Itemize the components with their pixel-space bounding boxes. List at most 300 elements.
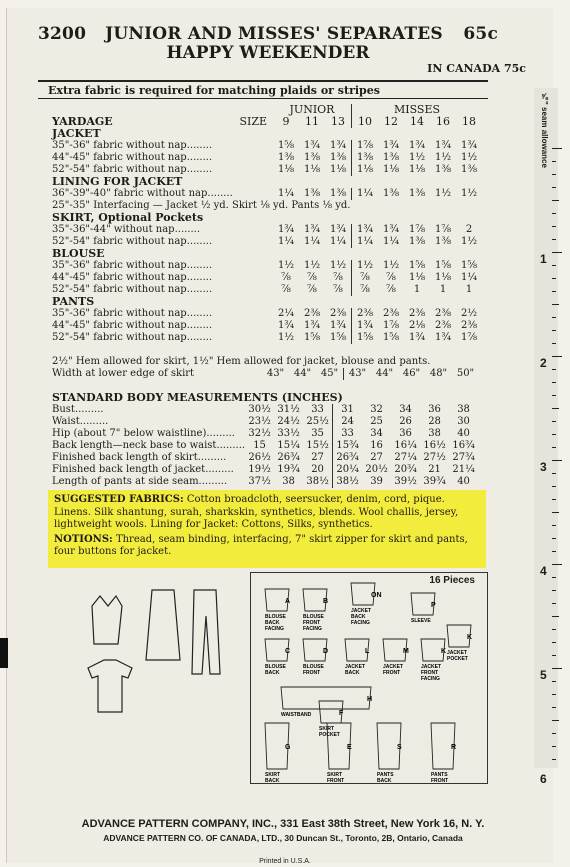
yardage-row bbox=[52, 284, 482, 296]
yardage-value: 1½ bbox=[408, 152, 426, 163]
pattern-piece-name: BLOUSE bbox=[303, 664, 324, 670]
pattern-piece-name: BACK bbox=[265, 778, 280, 783]
yardage-value: 1 bbox=[413, 284, 421, 295]
ruler-tick bbox=[552, 291, 556, 292]
size-13: 13 bbox=[331, 115, 345, 128]
measurement-value: 33 bbox=[311, 404, 324, 415]
measurement-row bbox=[52, 416, 478, 428]
size-16: 16 bbox=[436, 115, 450, 128]
ruler-tick bbox=[552, 174, 556, 175]
ruler-tick bbox=[552, 317, 556, 318]
yardage-value: 2⅜ bbox=[434, 320, 452, 331]
measurement-value: 26¾ bbox=[277, 452, 300, 463]
yardage-row bbox=[52, 332, 482, 344]
pattern-piece-name: FRONT bbox=[431, 778, 449, 783]
ruler-tick bbox=[552, 759, 556, 760]
size-11: 11 bbox=[305, 115, 319, 128]
yardage-value: 1¾ bbox=[277, 320, 295, 331]
measurement-value: 30 bbox=[457, 416, 470, 427]
measurement-value: 40 bbox=[457, 476, 470, 487]
yardage-row bbox=[52, 260, 482, 272]
pattern-piece-letter: E bbox=[347, 744, 352, 751]
measurement-value: 16 bbox=[370, 440, 383, 451]
ruler-tick bbox=[552, 655, 556, 656]
pattern-piece-name: SKIRT bbox=[265, 772, 280, 778]
measurement-value: 31½ bbox=[277, 404, 300, 415]
yardage-value: 1⅝ bbox=[408, 260, 426, 271]
junior-heading: JUNIOR bbox=[289, 103, 335, 116]
pattern-piece-name: WAISTBAND bbox=[281, 712, 312, 718]
pattern-piece-name: BLOUSE bbox=[265, 664, 286, 670]
ruler-tick bbox=[552, 382, 556, 383]
size-10: 10 bbox=[352, 116, 379, 128]
price: 65c bbox=[463, 24, 498, 44]
pattern-piece bbox=[447, 625, 472, 662]
ruler-tick bbox=[552, 356, 562, 357]
ruler-number: 3 bbox=[540, 460, 547, 474]
yardage-value: 1¾ bbox=[303, 140, 321, 151]
yardage-value: 1½ bbox=[460, 236, 478, 247]
ruler-tick bbox=[552, 278, 556, 279]
edge-tab-mark bbox=[0, 638, 8, 668]
measurement-value: 33½ bbox=[277, 428, 300, 439]
skirt-sketch bbox=[146, 590, 180, 660]
yardage-value: 2¼ bbox=[277, 308, 295, 319]
extra-fabric-note: Extra fabric is required for matching plaids or stripes bbox=[48, 84, 380, 97]
width-row bbox=[52, 368, 482, 380]
yardage-value: 1¾ bbox=[408, 140, 426, 151]
ruler-tick bbox=[552, 603, 556, 604]
pattern-piece bbox=[345, 639, 370, 676]
ruler-tick bbox=[552, 564, 562, 565]
yardage-value: 1¾ bbox=[352, 224, 379, 236]
yardage-value: ⅞ bbox=[281, 284, 291, 295]
section-heading: JACKET bbox=[52, 127, 101, 140]
measurement-value: 31 bbox=[333, 404, 363, 416]
yardage-value: 1⅜ bbox=[277, 152, 295, 163]
fabric-desc: 52"-54" fabric without nap........ bbox=[52, 236, 213, 247]
ruler-tick bbox=[552, 720, 559, 721]
ruler-tick bbox=[552, 239, 556, 240]
yardage-row bbox=[52, 320, 482, 332]
measurement-value: 27 bbox=[370, 452, 383, 463]
measurement-value: 20½ bbox=[365, 464, 388, 475]
yardage-value: 1⅛ bbox=[303, 164, 321, 175]
measurements-heading: STANDARD BODY MEASUREMENTS (INCHES) bbox=[52, 391, 343, 404]
measurement-label: Finished back length of jacket......... bbox=[52, 464, 234, 475]
canada-price: IN CANADA 75c bbox=[427, 62, 526, 75]
yardage-value: 1⅜ bbox=[382, 188, 400, 199]
measurement-value: 38½ bbox=[333, 476, 363, 488]
yardage-table bbox=[52, 104, 482, 344]
ruler-tick bbox=[552, 642, 556, 643]
measurement-value: 21¼ bbox=[452, 464, 475, 475]
measurement-row bbox=[52, 464, 478, 476]
pieces-count: 16 Pieces bbox=[429, 575, 475, 586]
measurement-row bbox=[52, 452, 478, 464]
yardage-value: 1¾ bbox=[329, 224, 347, 235]
pattern-number: 3200 bbox=[38, 24, 87, 44]
yardage-value: 1⅝ bbox=[303, 332, 321, 343]
skirt-width-value: 43" bbox=[266, 368, 285, 379]
measurement-row bbox=[52, 476, 478, 488]
measurement-label: Length of pants at side seam......... bbox=[52, 476, 228, 487]
measurement-value: 27¼ bbox=[394, 452, 417, 463]
skirt-width-value: 44" bbox=[375, 368, 394, 379]
pattern-piece bbox=[421, 639, 446, 682]
size-14: 14 bbox=[410, 115, 424, 128]
yardage-value: 2⅜ bbox=[460, 320, 478, 331]
measurement-value: 32 bbox=[370, 404, 383, 415]
ruler-number: 2 bbox=[540, 356, 547, 370]
yardage-value: 2⅜ bbox=[408, 308, 426, 319]
yardage-value: 1⅜ bbox=[434, 164, 452, 175]
pants-sketch bbox=[192, 590, 220, 674]
yardage-value: 1½ bbox=[352, 260, 379, 272]
ruler-tick bbox=[552, 187, 556, 188]
measurement-value: 26¾ bbox=[333, 452, 363, 464]
yardage-row bbox=[52, 236, 482, 248]
skirt-width-value: 45" bbox=[320, 368, 339, 379]
yardage-value: 1⅛ bbox=[408, 164, 426, 175]
section-heading: BLOUSE bbox=[52, 247, 105, 260]
yardage-value: 1⅜ bbox=[408, 236, 426, 247]
ruler-tick bbox=[552, 330, 556, 331]
pattern-piece bbox=[377, 723, 402, 783]
measurement-value: 30½ bbox=[248, 404, 271, 415]
yardage-value: 1¾ bbox=[434, 140, 452, 151]
ruler-tick bbox=[552, 577, 556, 578]
pattern-piece-name: JACKET bbox=[345, 664, 366, 670]
yardage-value: 1⅝ bbox=[434, 260, 452, 271]
ruler-tick bbox=[552, 538, 556, 539]
yardage-value: 1⅞ bbox=[408, 224, 426, 235]
skirt-width-value: 43" bbox=[343, 368, 371, 380]
pattern-title: JUNIOR AND MISSES' SEPARATES bbox=[105, 24, 443, 44]
pattern-piece-letter: K bbox=[467, 634, 473, 641]
pattern-piece-letter: C bbox=[285, 648, 291, 655]
yardage-value: 1½ bbox=[434, 188, 452, 199]
pattern-piece-letter: S bbox=[397, 744, 402, 751]
yardage-value: 1⅜ bbox=[352, 152, 379, 164]
yardage-value: ⅞ bbox=[333, 272, 343, 283]
yardage-value: 1¾ bbox=[434, 332, 452, 343]
size-9: 9 bbox=[282, 115, 290, 128]
measurement-label: Bust......... bbox=[52, 404, 104, 415]
suggested-fabrics: SUGGESTED FABRICS: Cotton broadcloth, seersucker, denim, cord, pique. Linens. Silk shantung, surah, sharkskin, synthetics, blends. Wool challis, jersey, lightweight wools. Lining for Jacket: Cottons, Silks, synthetics. bbox=[54, 494, 459, 530]
yardage-value: 1½ bbox=[277, 260, 295, 271]
pattern-piece-name: POCKET bbox=[447, 656, 468, 662]
pattern-piece-name: BACK bbox=[377, 778, 392, 783]
yardage-value: 1⅞ bbox=[434, 224, 452, 235]
measurement-value: 25 bbox=[370, 416, 383, 427]
measurement-label: Back length—neck base to waist......... bbox=[52, 440, 246, 451]
fabric-desc: 36"-39"-40" fabric without nap........ bbox=[52, 188, 233, 199]
measurement-value: 15¼ bbox=[277, 440, 300, 451]
yardage-value: 1⅛ bbox=[434, 272, 452, 283]
measurement-label: Hip (about 7" below waistline)......... bbox=[52, 428, 235, 439]
measurement-value: 36 bbox=[399, 428, 412, 439]
measurement-value: 38 bbox=[457, 404, 470, 415]
pattern-piece-name: FACING bbox=[265, 626, 284, 632]
measurement-value: 27¾ bbox=[452, 452, 475, 463]
yardage-row bbox=[52, 128, 482, 140]
yardage-value: 2⅜ bbox=[382, 308, 400, 319]
yardage-value: ⅞ bbox=[386, 272, 396, 283]
yardage-value: 1⅝ bbox=[352, 332, 379, 344]
yardage-value: ⅞ bbox=[352, 272, 379, 284]
pattern-piece-name: BACK bbox=[351, 614, 366, 620]
company-canada: ADVANCE PATTERN CO. OF CANADA, LTD., 30 Duncan St., Toronto, 2B, Ontario, Canada bbox=[103, 833, 463, 843]
ruler-tick bbox=[552, 486, 556, 487]
yardage-value: 1½ bbox=[277, 332, 295, 343]
measurement-value: 16¾ bbox=[452, 440, 475, 451]
pattern-piece-letter: K bbox=[441, 648, 447, 655]
yardage-value: 1⅜ bbox=[303, 188, 321, 199]
pattern-piece-letter: A bbox=[285, 598, 291, 605]
pattern-piece-name: FRONT bbox=[383, 670, 401, 676]
measurement-value: 40 bbox=[457, 428, 470, 439]
size-label: SIZE bbox=[239, 115, 267, 128]
measurement-value: 34 bbox=[370, 428, 383, 439]
yardage-value: 2 bbox=[465, 224, 473, 235]
measurement-row bbox=[52, 428, 478, 440]
yardage-value: 1⅛ bbox=[329, 164, 347, 175]
measurement-value: 27 bbox=[311, 452, 324, 463]
ruler-label: ⅝" seam allowance bbox=[540, 92, 549, 168]
ruler-tick bbox=[552, 434, 556, 435]
width-label: Width at lower edge of skirt bbox=[52, 368, 195, 379]
yardage-value: 1¼ bbox=[277, 236, 295, 247]
garment-illustrations bbox=[82, 586, 232, 736]
pattern-piece-letter: P bbox=[431, 602, 436, 609]
yardage-value: 1⅞ bbox=[382, 320, 400, 331]
pattern-piece-name: JACKET bbox=[351, 608, 372, 614]
header bbox=[38, 24, 498, 63]
yardage-value: 2½ bbox=[460, 308, 478, 319]
pattern-piece bbox=[351, 583, 382, 626]
yardage-value: 1¾ bbox=[460, 140, 478, 151]
pattern-piece-name: JACKET bbox=[447, 650, 468, 656]
yardage-value: 1⅝ bbox=[382, 332, 400, 343]
ruler-tick bbox=[552, 265, 556, 266]
ruler-number: 6 bbox=[540, 772, 547, 786]
fabric-desc: 52"-54" fabric without nap........ bbox=[52, 164, 213, 175]
printed-in: Printed in U.S.A. bbox=[259, 858, 311, 865]
yardage-value: 1¾ bbox=[408, 332, 426, 343]
ruler-tick bbox=[552, 616, 559, 617]
yardage-value: 1¾ bbox=[277, 224, 295, 235]
fabric-desc: 44"-45" fabric without nap........ bbox=[52, 272, 213, 283]
ruler-tick bbox=[552, 343, 556, 344]
ruler-tick bbox=[552, 408, 559, 409]
yardage-value: 2⅜ bbox=[303, 308, 321, 319]
pattern-piece bbox=[281, 687, 372, 718]
pattern-pieces-diagram bbox=[250, 572, 488, 784]
pattern-piece bbox=[303, 639, 328, 676]
yardage-value: ⅞ bbox=[386, 284, 396, 295]
measurement-value: 32½ bbox=[248, 428, 271, 439]
yardage-row bbox=[52, 248, 482, 260]
blouse-sleeved-sketch bbox=[88, 660, 132, 712]
yardage-value: 2⅜ bbox=[434, 308, 452, 319]
measurement-label: Waist......... bbox=[52, 416, 109, 427]
ruler-tick bbox=[552, 629, 556, 630]
yardage-value: 1⅝ bbox=[460, 260, 478, 271]
pattern-piece-name: FRONT bbox=[421, 670, 439, 676]
fabric-desc: 35"-36" fabric without nap........ bbox=[52, 140, 213, 151]
skirt-width-value: 50" bbox=[456, 368, 475, 379]
pattern-piece-letter: F bbox=[339, 710, 344, 717]
yardage-value: ⅞ bbox=[352, 284, 379, 296]
measurement-value: 15¾ bbox=[333, 440, 363, 452]
footer bbox=[48, 818, 518, 843]
ruler-tick bbox=[552, 473, 556, 474]
pattern-piece-letter: B bbox=[323, 598, 329, 605]
yardage-value: 1⅛ bbox=[382, 164, 400, 175]
pattern-piece-letter: G bbox=[285, 744, 291, 751]
yardage-value: 1¾ bbox=[303, 224, 321, 235]
yardage-value: 1¼ bbox=[460, 272, 478, 283]
yardage-heading: YARDAGE bbox=[52, 115, 113, 128]
yardage-value: 1⅞ bbox=[352, 140, 379, 152]
blouse-sleeveless-sketch bbox=[92, 596, 122, 644]
pattern-piece-name: BACK bbox=[265, 620, 280, 626]
yardage-value: 1½ bbox=[382, 260, 400, 271]
fabric-desc: 44"-45" fabric without nap........ bbox=[52, 320, 213, 331]
yardage-value: 1¼ bbox=[352, 236, 379, 248]
yardage-value: 1⅜ bbox=[329, 152, 347, 163]
yardage-value: 1½ bbox=[434, 152, 452, 163]
pattern-piece bbox=[265, 589, 290, 632]
yardage-value: 1½ bbox=[460, 188, 478, 199]
ruler-tick bbox=[552, 694, 556, 695]
yardage-row bbox=[52, 308, 482, 320]
measurement-row bbox=[52, 404, 478, 416]
seam-allowance-ruler bbox=[534, 88, 558, 768]
pattern-piece bbox=[383, 639, 409, 676]
pattern-subtitle: HAPPY WEEKENDER bbox=[166, 43, 370, 63]
fabric-desc: 52"-54" fabric without nap........ bbox=[52, 332, 213, 343]
measurement-value: 26½ bbox=[248, 452, 271, 463]
yardage-value: 1 bbox=[465, 284, 473, 295]
yardage-value: 1¾ bbox=[382, 224, 400, 235]
yardage-value: 1 bbox=[439, 284, 447, 295]
yardage-value: 1⅜ bbox=[460, 164, 478, 175]
yardage-value: 1¾ bbox=[329, 140, 347, 151]
measurement-value: 15½ bbox=[306, 440, 329, 451]
yardage-value: 1⅜ bbox=[303, 152, 321, 163]
pattern-piece-name: FRONT bbox=[327, 778, 345, 783]
ruler-tick bbox=[552, 590, 556, 591]
size-12: 12 bbox=[384, 115, 398, 128]
measurement-row bbox=[52, 440, 478, 452]
ruler-tick bbox=[552, 395, 556, 396]
yardage-value: 2⅜ bbox=[352, 308, 379, 320]
ruler-tick bbox=[552, 421, 556, 422]
yardage-row bbox=[52, 296, 482, 308]
pattern-piece-letter: M bbox=[403, 648, 409, 655]
measurement-value: 38½ bbox=[306, 476, 329, 487]
notions: NOTIONS: Thread, seam binding, interfacing, 7" skirt zipper for skirt and pants, four buttons for jacket. bbox=[54, 533, 468, 557]
measurement-value: 36 bbox=[428, 404, 441, 415]
measurement-value: 27½ bbox=[423, 452, 446, 463]
yardage-value: 1½ bbox=[303, 260, 321, 271]
ruler-tick bbox=[552, 252, 562, 253]
measurement-value: 20 bbox=[311, 464, 324, 475]
measurement-value: 19½ bbox=[248, 464, 271, 475]
pattern-piece-letter: H bbox=[367, 696, 373, 703]
skirt-width-value: 48" bbox=[429, 368, 448, 379]
pattern-piece-name: JACKET bbox=[421, 664, 442, 670]
section-heading: PANTS bbox=[52, 295, 95, 308]
yardage-value: 2⅛ bbox=[408, 320, 426, 331]
pattern-piece-outline bbox=[281, 687, 371, 709]
yardage-value: 1¾ bbox=[382, 140, 400, 151]
pattern-piece-name: POCKET bbox=[319, 732, 340, 738]
divider bbox=[38, 98, 488, 99]
body-measurements-table bbox=[52, 392, 478, 488]
yardage-value: 1¾ bbox=[352, 320, 379, 332]
measurement-value: 28 bbox=[428, 416, 441, 427]
yardage-row bbox=[52, 212, 482, 224]
measurement-value: 38 bbox=[428, 428, 441, 439]
fabric-desc: 44"-45" fabric without nap........ bbox=[52, 152, 213, 163]
pattern-piece-name: FACING bbox=[303, 626, 322, 632]
yardage-value: 1¼ bbox=[277, 188, 295, 199]
pattern-piece-letter: L bbox=[365, 648, 370, 655]
yardage-value: 1¼ bbox=[382, 236, 400, 247]
pattern-piece-letter: ON bbox=[371, 592, 382, 599]
measurement-value: 39 bbox=[370, 476, 383, 487]
pattern-piece-name: FRONT bbox=[303, 670, 321, 676]
pattern-piece-name: FACING bbox=[421, 676, 440, 682]
pattern-piece bbox=[319, 701, 344, 738]
pattern-piece bbox=[265, 639, 290, 676]
ruler-tick bbox=[552, 161, 556, 162]
measurement-value: 21 bbox=[428, 464, 441, 475]
size-18: 18 bbox=[462, 115, 476, 128]
yardage-value: ⅞ bbox=[333, 284, 343, 295]
fabric-desc: 35"-36" fabric without nap........ bbox=[52, 260, 213, 271]
ruler-tick bbox=[552, 525, 556, 526]
ruler-tick bbox=[552, 304, 559, 305]
section-heading: SKIRT, Optional Pockets bbox=[52, 211, 204, 224]
skirt-width-value: 46" bbox=[402, 368, 421, 379]
measurement-value: 33 bbox=[333, 428, 363, 440]
yardage-value: 1⅞ bbox=[460, 332, 478, 343]
yardage-value: 1⅛ bbox=[408, 272, 426, 283]
interfacing-note: 25"-35" Interfacing — Jacket ½ yd. Skirt ⅛ yd. Pants ⅛ yd. bbox=[52, 200, 351, 211]
measurement-value: 25½ bbox=[306, 416, 329, 427]
yardage-row bbox=[52, 176, 482, 188]
yardage-value: 1½ bbox=[460, 152, 478, 163]
yardage-value: 1¾ bbox=[303, 320, 321, 331]
yardage-value: 1⅛ bbox=[277, 164, 295, 175]
ruler-tick bbox=[552, 148, 562, 149]
pattern-piece-name: BLOUSE bbox=[265, 614, 286, 620]
yardage-value: 1¼ bbox=[329, 236, 347, 247]
measurement-value: 15 bbox=[253, 440, 266, 451]
yardage-value: ⅞ bbox=[307, 284, 317, 295]
yardage-value: 1⅝ bbox=[329, 332, 347, 343]
pattern-piece-name: BACK bbox=[345, 670, 360, 676]
measurement-value: 24½ bbox=[277, 416, 300, 427]
ruler-number: 5 bbox=[540, 668, 547, 682]
measurement-value: 37½ bbox=[248, 476, 271, 487]
yardage-value: 1⅛ bbox=[352, 164, 379, 176]
pattern-piece-name: PANTS bbox=[431, 772, 448, 778]
